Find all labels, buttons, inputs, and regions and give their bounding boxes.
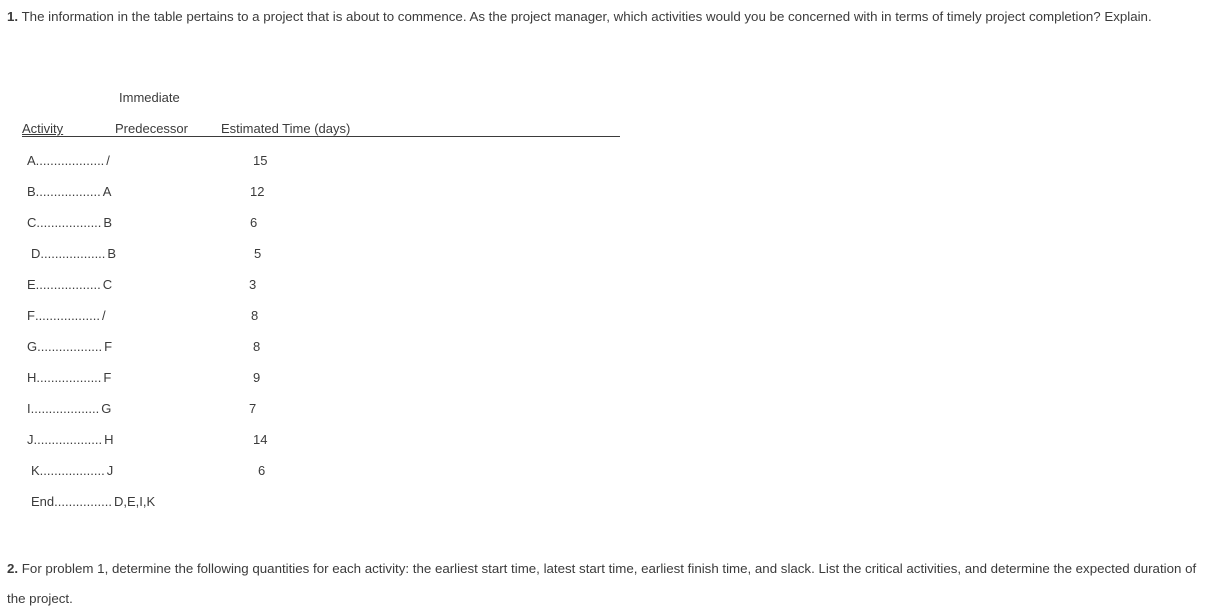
question-2-number: 2. — [7, 561, 19, 576]
activity-label: C — [27, 215, 37, 230]
predecessor-value: B — [103, 215, 113, 230]
predecessor-value: F — [104, 339, 113, 354]
table-row — [27, 276, 112, 294]
estimated-time-value: 8 — [253, 339, 261, 354]
estimated-time-value: 8 — [251, 308, 259, 323]
predecessor-value: H — [104, 432, 114, 447]
activity-label: E — [27, 277, 36, 292]
activity-label: I — [27, 401, 31, 416]
activity-label: B — [27, 184, 36, 199]
dot-leader: .................. — [40, 246, 106, 261]
table-row — [27, 152, 110, 170]
table-row — [31, 245, 116, 263]
estimated-time-value: 9 — [253, 370, 261, 385]
predecessor-value: / — [106, 153, 110, 168]
table-row — [27, 400, 111, 418]
activity-label: J — [27, 432, 34, 447]
activity-label: D — [31, 246, 41, 261]
header-estimated-time: Estimated Time (days) — [221, 121, 351, 136]
question-1-text: The information in the table pertains to a project that is about to commence. As the project manager, which activities would you be concerned with in terms of timely project completion? Explain. — [21, 9, 1152, 24]
dot-leader: .................. — [34, 308, 100, 323]
header-activity: Activity — [22, 121, 64, 136]
predecessor-value: / — [101, 308, 106, 323]
predecessor-value: J — [106, 463, 114, 478]
dot-leader: ................... — [35, 153, 105, 168]
activity-label: A — [27, 153, 36, 168]
dot-leader: .................. — [37, 339, 103, 354]
predecessor-value: D,E,I,K — [113, 494, 156, 509]
predecessor-value: A — [102, 184, 112, 199]
estimated-time-value: 5 — [254, 246, 262, 261]
dot-leader: .................. — [35, 184, 101, 199]
predecessor-value: G — [101, 401, 112, 416]
predecessor-value: B — [107, 246, 117, 261]
dot-leader: .................. — [36, 215, 102, 230]
dot-leader: ................... — [33, 432, 103, 447]
table-row — [27, 369, 111, 387]
predecessor-value: C — [102, 277, 113, 292]
estimated-time-value: 14 — [253, 432, 268, 447]
activity-label: K — [31, 463, 40, 478]
header-predecessor: Predecessor — [115, 121, 188, 136]
table-row — [27, 431, 114, 449]
question-1 — [7, 6, 1197, 27]
table-row — [31, 462, 113, 480]
dot-leader: .................. — [39, 463, 105, 478]
activity-label: End — [31, 494, 55, 509]
header-underline — [22, 136, 620, 137]
table-row — [27, 338, 112, 356]
table-row — [27, 214, 112, 232]
dot-leader: .................. — [35, 277, 101, 292]
activity-label: F — [27, 308, 35, 323]
activity-label: H — [27, 370, 37, 385]
estimated-time-value: 3 — [249, 277, 257, 292]
dot-leader: ................ — [54, 494, 112, 509]
estimated-time-value: 6 — [258, 463, 266, 478]
estimated-time-value: 12 — [250, 184, 265, 199]
estimated-time-value: 7 — [249, 401, 257, 416]
question-2 — [7, 554, 1197, 614]
question-1-number: 1. — [7, 9, 19, 24]
table-row — [27, 183, 111, 201]
dot-leader: ................... — [30, 401, 100, 416]
activity-label: G — [27, 339, 38, 354]
header-immediate: Immediate — [119, 90, 180, 105]
predecessor-value: F — [103, 370, 112, 385]
estimated-time-value: 15 — [253, 153, 268, 168]
question-2-text: For problem 1, determine the following quantities for each activity: the earliest start time, latest start time, earliest finish time, and slack. List the critical activities, and determine the expected duration of the project. — [7, 561, 1197, 606]
estimated-time-value: 6 — [250, 215, 258, 230]
table-row — [27, 307, 106, 325]
table-row — [31, 493, 155, 511]
dot-leader: .................. — [36, 370, 102, 385]
